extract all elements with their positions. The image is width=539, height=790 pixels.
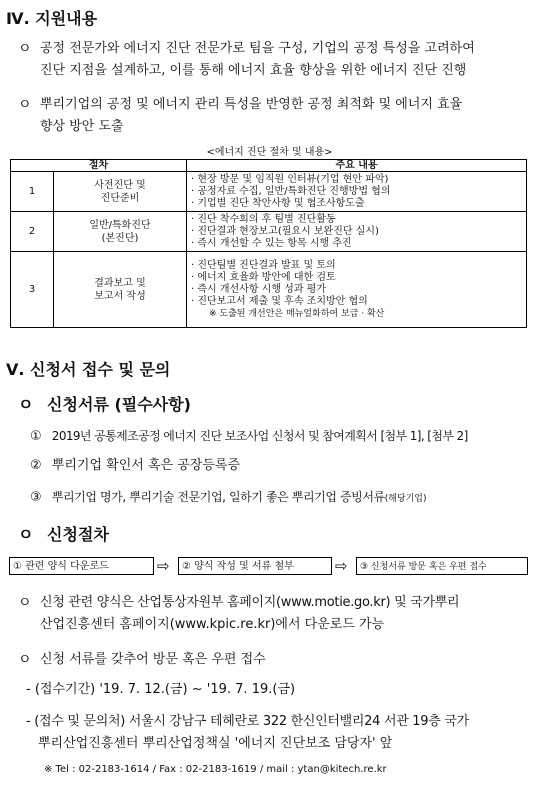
contact-line-2: 뿌리산업진흥센터 뿌리산업정책실 '에너지 진단보조 담당자' 앞 (38, 736, 393, 751)
bullet-circle-icon: ㅇ (18, 41, 32, 57)
step-items (187, 212, 527, 252)
table-header-step: 절차 (11, 160, 187, 172)
bullet-2-line-1: 뿌리기업의 공정 및 에너지 관리 특성을 반영한 공정 최적화 및 에너지 효율 (40, 97, 463, 112)
step-items (187, 252, 527, 328)
procedure-table (10, 159, 527, 328)
bullet-circle-icon: ㅇ (18, 595, 32, 611)
bullet-circle-icon: ㅇ (18, 525, 34, 544)
doc-note: (해당기업) (384, 494, 427, 504)
step-name (54, 212, 187, 252)
procedure-title: 신청절차 (47, 525, 109, 544)
table-row (11, 252, 527, 328)
bullet-1-line-1: 공정 전문가와 에너지 진단 전문가로 팀을 구성, 기업의 공정 특성을 고려하여 (40, 41, 475, 56)
table-note: ※ 도출된 개선안은 매뉴얼화하여 보급 · 확산 (209, 308, 385, 319)
flow-step-2: ② 양식 작성 및 서류 첨부 (178, 557, 332, 575)
right-arrow-icon: ⇨ (335, 557, 348, 575)
step-item: · 에너지 효율화 방안에 대한 검토 (191, 271, 336, 283)
section-5-title: Ⅴ. 신청서 접수 및 문의 (6, 360, 171, 379)
step-name-line: 사전진단 및 (94, 179, 146, 191)
step-name-line: 결과보고 및 (94, 277, 146, 289)
doc-item-3 (30, 486, 427, 510)
submission-period: - (접수기간) '19. 7. 12.(금) ~ '19. 7. 19.(금) (26, 682, 296, 697)
table-row (11, 172, 527, 212)
step-item: · 진단보고서 제출 및 후속 조치방안 협의 (191, 295, 368, 307)
doc-text: 뿌리기업 명가, 뿌리기술 전문기업, 일하기 좋은 뿌리기업 증빙서류 (51, 490, 385, 504)
step-item: · 공정자료 수집, 일반/특화진단 진행방법 협의 (191, 185, 391, 197)
doc-text: 2019년 공통제조공정 에너지 진단 보조사업 신청서 및 참여계획서 [첨부 1], [첨부 2] (51, 429, 468, 443)
step-name (54, 172, 187, 212)
bullet-download (18, 592, 533, 636)
flow-step-1: ① 관련 양식 다운로드 (9, 557, 154, 575)
step-item: · 현장 방문 및 임직원 인터뷰(기업 현안 파악) (191, 173, 389, 185)
step-number: 2 (11, 212, 54, 252)
bullet-circle-icon: ㅇ (18, 97, 32, 113)
procedure-heading (18, 522, 109, 545)
bullet-2-line-2: 향상 방안 도출 (40, 119, 124, 134)
section-4-title: Ⅳ. 지원내용 (6, 9, 98, 28)
step-item: · 진단결과 현장보고(필요시 보완진단 실시) (191, 225, 379, 237)
step-name-line: 보고서 작성 (94, 290, 146, 302)
table-header-content: 주요 내용 (187, 160, 527, 172)
step-name (54, 252, 187, 328)
bullet-download-line-2: 산업진흥센터 홈페이지(www.kpic.re.kr)에서 다운로드 가능 (40, 617, 385, 632)
doc-number: ① (30, 429, 42, 444)
bullet-circle-icon: ㅇ (18, 652, 32, 668)
bullet-1-line-2: 진단 지점을 설계하고, 이를 통해 에너지 효율 향상을 위한 에너지 진단 진행 (40, 63, 467, 78)
step-item: · 즉시 개선할 수 있는 항목 시행 추진 (191, 237, 352, 249)
doc-text: 뿌리기업 확인서 혹은 공장등록증 (51, 458, 241, 473)
bullet-1 (18, 38, 533, 82)
step-number: 1 (11, 172, 54, 212)
doc-item-2 (30, 455, 240, 477)
doc-number: ③ (30, 490, 42, 505)
step-item: · 기업별 진단 착안사항 및 협조사항도출 (191, 197, 365, 209)
table-caption: <에너지 진단 절차 및 내용> (206, 147, 333, 158)
bullet-download-line-1: 신청 관련 양식은 산업통상자원부 홈페이지(www.motie.go.kr) 및 국가뿌리 (40, 595, 460, 610)
right-arrow-icon: ⇨ (157, 557, 170, 575)
bullet-2 (18, 94, 533, 138)
bullet-circle-icon: ㅇ (18, 395, 34, 414)
contact-details: ※ Tel : 02-2183-1614 / Fax : 02-2183-1619 / mail : ytan@kitech.re.kr (44, 764, 387, 775)
step-item: · 진단 착수회의 후 팀별 진단활동 (191, 213, 336, 225)
docs-heading (18, 392, 191, 415)
step-name-line: 일반/특화진단 (89, 219, 151, 231)
docs-title: 신청서류 (필수사항) (47, 395, 191, 414)
step-items (187, 172, 527, 212)
step-name-line: (본진단) (101, 232, 139, 244)
bullet-submit-text: 신청 서류를 갖추어 방문 혹은 우편 접수 (40, 652, 266, 667)
bullet-submit (18, 649, 533, 671)
step-name-line: 진단준비 (100, 192, 140, 204)
doc-number: ② (30, 458, 42, 473)
table-row (11, 212, 527, 252)
step-item: · 즉시 개선사항 시행 성과 평가 (191, 283, 326, 295)
step-item: · 진단팀별 진단결과 발표 및 토의 (191, 259, 336, 271)
step-number: 3 (11, 252, 54, 328)
contact-line-1: - (접수 및 문의처) 서울시 강남구 테헤란로 322 한신인터밸리24 서관 19층 국가 (26, 714, 469, 729)
doc-item-1 (30, 425, 468, 448)
flow-step-3: ③ 신청서류 방문 혹은 우편 접수 (356, 557, 528, 575)
contact-block (26, 711, 469, 755)
